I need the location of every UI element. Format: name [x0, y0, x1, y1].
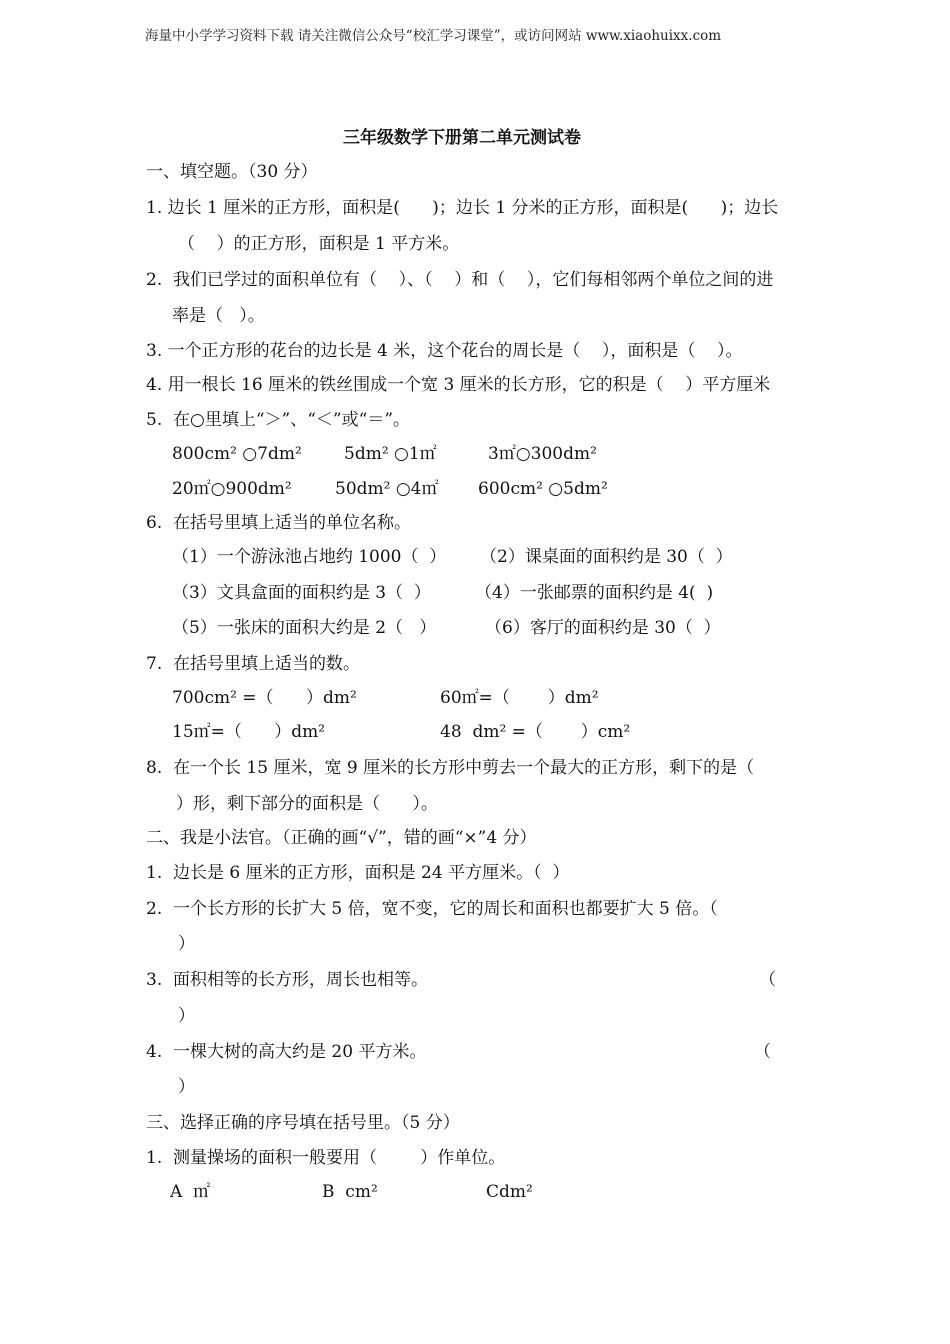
question-1-1-cont: （ ）的正方形，面积是 1 平方米。: [178, 234, 460, 254]
question-2-1: 1. 边长是 6 厘米的正方形，面积是 24 平方厘米。（ ）: [146, 863, 570, 883]
question-1-4: 4. 用一根长 16 厘米的铁丝围成一个宽 3 厘米的长方形，它的积是（ ）平方厘米: [146, 375, 771, 395]
choice-option-c: Cdm²: [486, 1182, 533, 1202]
compare-item: 50dm² ○4㎡: [335, 479, 439, 499]
question-1-1: 1. 边长 1 厘米的正方形，面积是( )；边长 1 分米的正方形，面积是( )；边长: [146, 198, 779, 218]
question-1-2-cont: 率是（ ）。: [172, 306, 265, 326]
unit-item: （1）一个游泳池占地约 1000（ ）: [172, 547, 447, 567]
document-title: 三年级数学下册第二单元测试卷: [343, 128, 581, 148]
question-2-2-cont: ）: [178, 934, 195, 954]
conversion-item: 700cm² =（ ）dm²: [172, 688, 357, 708]
question-2-2: 2. 一个长方形的长扩大 5 倍，宽不变，它的周长和面积也都要扩大 5 倍。（: [146, 899, 718, 919]
question-2-3: 3. 面积相等的长方形，周长也相等。: [146, 970, 429, 990]
question-1-8: 8. 在一个长 15 厘米，宽 9 厘米的长方形中剪去一个最大的正方形，剩下的是（: [146, 758, 755, 778]
choice-option-b: B cm²: [322, 1182, 378, 1202]
section-1-heading: 一、填空题。（30 分）: [146, 162, 318, 182]
unit-item: （2）课桌面的面积约是 30（ ）: [480, 547, 733, 567]
conversion-item: 48 dm² =（ ）cm²: [440, 722, 631, 742]
compare-item: 800cm² ○7dm²: [172, 444, 302, 464]
section-3-heading: 三、选择正确的序号填在括号里。（5 分）: [146, 1113, 460, 1133]
question-2-4: 4. 一棵大树的高大约是 20 平方米。: [146, 1042, 427, 1062]
compare-item: 20㎡○900dm²: [172, 479, 292, 499]
question-1-3: 3. 一个正方形的花台的边长是 4 米，这个花台的周长是（ ），面积是（ ）。: [146, 341, 743, 361]
page-header: 海量中小学学习资料下载 请关注微信公众号“校汇学习课堂”，或访问网站 www.xiaohuixx.com: [145, 28, 722, 44]
conversion-item: 60㎡=（ ）dm²: [440, 688, 599, 708]
answer-paren-open: （: [754, 1042, 771, 1062]
question-1-7: 7. 在括号里填上适当的数。: [146, 654, 361, 674]
choice-option-a: A ㎡: [170, 1182, 211, 1202]
answer-paren-close: ）: [178, 1077, 195, 1097]
question-1-6: 6. 在括号里填上适当的单位名称。: [146, 513, 412, 533]
compare-item: 3㎡○300dm²: [488, 444, 597, 464]
compare-item: 5dm² ○1㎡: [344, 444, 437, 464]
question-3-1: 1. 测量操场的面积一般要用（ ）作单位。: [146, 1148, 506, 1168]
answer-paren-open: （: [759, 970, 776, 990]
compare-item: 600cm² ○5dm²: [478, 479, 608, 499]
unit-item: （6）客厅的面积约是 30（ ）: [485, 618, 721, 638]
unit-item: （3）文具盒面的面积约是 3（ ）: [172, 583, 431, 603]
conversion-item: 15㎡=（ ）dm²: [172, 722, 326, 742]
question-1-5: 5. 在○里填上“＞”、“＜”或“＝”。: [146, 410, 411, 430]
section-2-heading: 二、我是小法官。（正确的画“√”，错的画“×”4 分）: [146, 828, 537, 848]
question-1-8-cont: ）形，剩下部分的面积是（ ）。: [176, 794, 438, 814]
unit-item: （5）一张床的面积大约是 2（ ）: [172, 618, 437, 638]
question-1-2: 2. 我们已学过的面积单位有（ ）、（ ）和（ ），它们每相邻两个单位之间的进: [146, 270, 774, 290]
unit-item: （4）一张邮票的面积约是 4( ): [475, 583, 714, 603]
answer-paren-close: ）: [178, 1006, 195, 1026]
